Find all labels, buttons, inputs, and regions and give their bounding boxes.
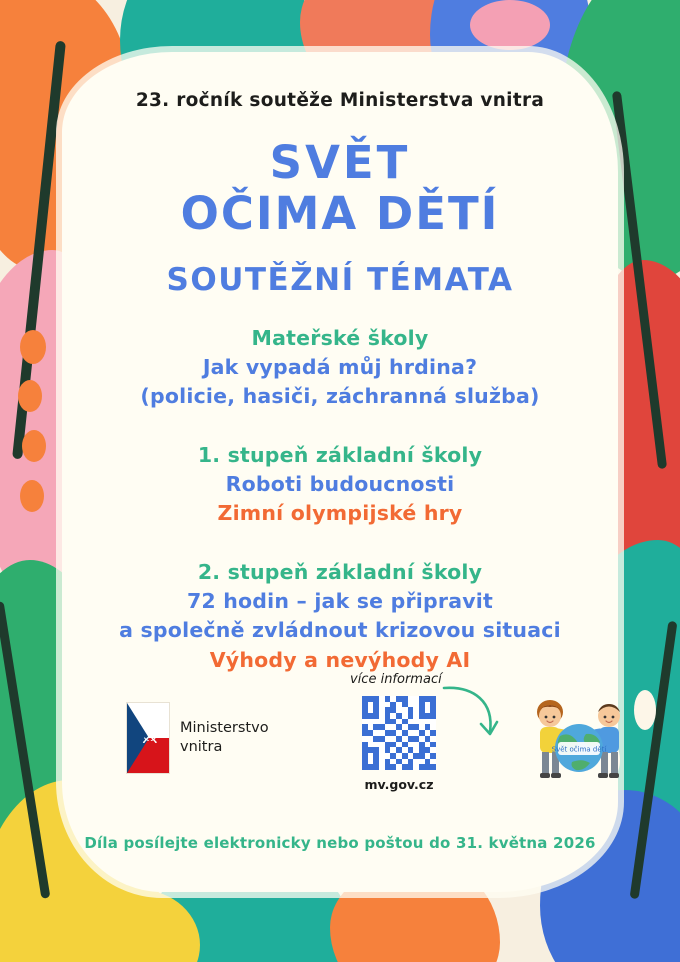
qr-url-label: mv.gov.cz — [364, 777, 434, 792]
poster-footer — [62, 672, 618, 818]
deadline-note: Díla posílejte elektronicky nebo poštou do 31. května 2026 — [84, 834, 596, 852]
mascot-illustration — [524, 690, 634, 786]
qr-code-icon[interactable] — [362, 696, 436, 770]
arrow-icon — [440, 682, 500, 744]
ministry-logo — [126, 702, 269, 774]
theme-line: Zimní olympijské hry — [217, 501, 463, 526]
theme-line: Výhody a nevýhody AI — [209, 647, 471, 672]
poster-eyebrow: 23. ročník soutěže Ministerstva vnitra — [135, 90, 545, 111]
czech-flag-icon — [126, 702, 170, 774]
mascot-caption: Svět očima dětí — [551, 745, 607, 754]
bg-dot-3 — [22, 430, 46, 462]
theme-line: Roboti budoucnosti — [225, 472, 455, 497]
bg-dot-2 — [18, 380, 42, 412]
theme-heading: 1. stupeň základní školy — [197, 442, 483, 467]
bg-shape-pinkdot-top — [470, 0, 550, 50]
theme-line: 72 hodin – jak se připravit — [186, 589, 494, 614]
poster-title-line-2: OČIMA DĚTÍ — [180, 187, 500, 241]
theme-section-primary-2 — [88, 558, 592, 674]
bg-dot-1 — [20, 330, 46, 364]
ministry-name-line-1: Ministerstvo — [180, 720, 269, 737]
ministry-name-line-2: vnitra — [180, 739, 223, 755]
more-info-label: více informací — [350, 672, 442, 687]
theme-heading: Mateřské školy — [251, 325, 429, 350]
theme-heading: 2. stupeň základní školy — [197, 560, 483, 585]
theme-line: Jak vypadá můj hrdina? — [202, 354, 478, 379]
theme-line: (policie, hasiči, záchranná služba) — [140, 383, 540, 408]
poster-subtitle: SOUTĚŽNÍ TÉMATA — [166, 261, 514, 298]
theme-section-primary-1 — [88, 441, 592, 528]
poster-title-line-1: SVĚT — [269, 136, 411, 189]
qr-block[interactable] — [362, 696, 436, 792]
theme-line: a společně zvládnout krizovou situaci — [119, 618, 561, 643]
ministry-name — [180, 719, 269, 757]
poster-content — [62, 52, 618, 892]
bg-dot-4 — [20, 480, 44, 512]
lion-emblem-icon: ⚔ — [140, 724, 160, 749]
bg-dot-5 — [634, 690, 656, 730]
theme-section-preschool — [88, 324, 592, 411]
poster-title — [88, 137, 592, 240]
